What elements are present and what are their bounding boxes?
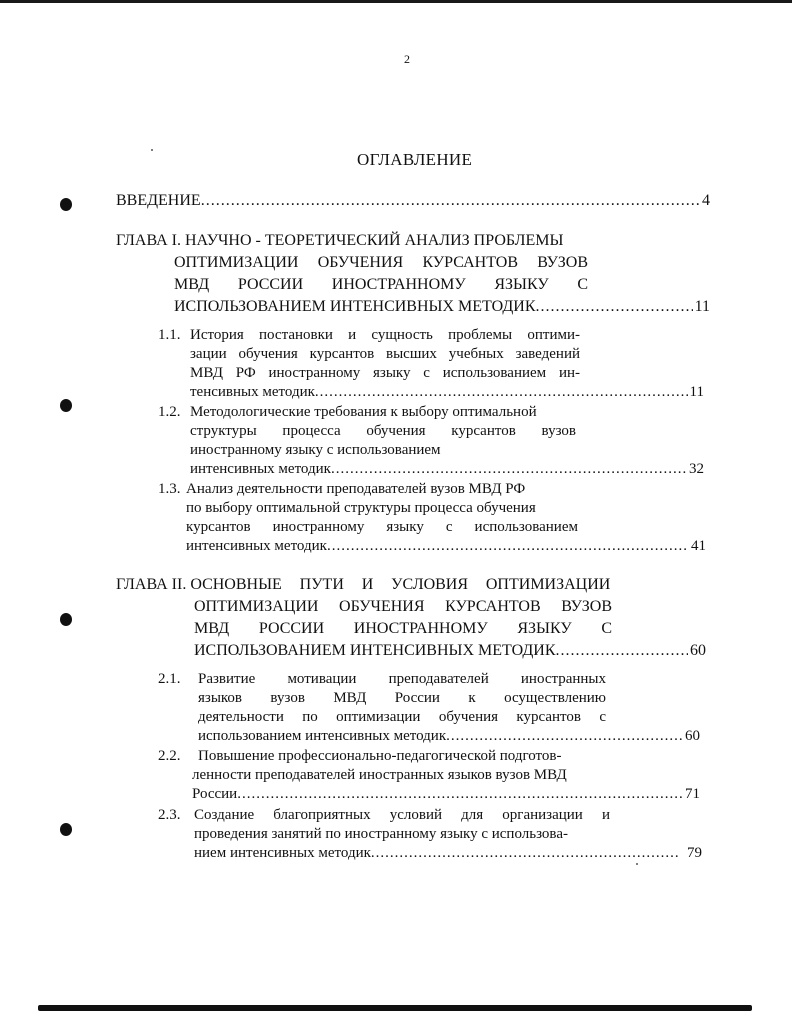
chapter-prefix: ГЛАВА I. [116, 232, 181, 249]
punch-hole-3 [60, 613, 72, 626]
section-number: 2.3. [158, 807, 181, 823]
section-title-line: Анализ деятельности преподавателей вузов МВД РФ [186, 481, 526, 497]
scan-speck [151, 149, 153, 151]
section-title-line: по выбору оптимальной структуры процесса обучения [186, 500, 536, 516]
toc-section-2-2 [158, 747, 700, 804]
section-number: 1.3. [158, 481, 181, 497]
toc-section-1-1 [158, 326, 704, 402]
section-title-line: Повышение профессионально-педагогической подготов- [198, 748, 562, 764]
toc-entry-page: 79 [687, 845, 702, 861]
leader-dots [327, 537, 689, 556]
section-number: 2.1. [158, 671, 181, 687]
section-title-line: ленности преподавателей иностранных языков вузов МВД [192, 767, 567, 783]
section-title-line: Создание благоприятных условий для организации и [194, 807, 610, 823]
toc-entry-page: 60 [685, 728, 700, 744]
chapter-title-line: МВД РОССИИ ИНОСТРАННОМУ ЯЗЫКУ С [174, 276, 588, 293]
leader-dots [446, 727, 683, 746]
page-number: 2 [404, 52, 410, 66]
scan-bottom-border [38, 1005, 752, 1011]
leader-dots [536, 296, 693, 318]
toc-section-1-3 [158, 480, 706, 556]
section-title-line: использованием интенсивных методик [198, 728, 447, 744]
toc-entry-page: 11 [694, 298, 710, 315]
punch-hole-2 [60, 399, 72, 412]
chapter-title-line: НАУЧНО - ТЕОРЕТИЧЕСКИЙ АНАЛИЗ ПРОБЛЕМЫ [185, 232, 564, 249]
chapter-title-line: ОСНОВНЫЕ ПУТИ И УСЛОВИЯ ОПТИМИЗАЦИИ [190, 576, 611, 593]
chapter-title-line: ОПТИМИЗАЦИИ ОБУЧЕНИЯ КУРСАНТОВ ВУЗОВ [174, 254, 588, 271]
toc-entry-page: 60 [690, 642, 706, 659]
leader-dots [371, 844, 679, 863]
toc-entry-intro [116, 190, 710, 212]
toc-entry-page: 71 [685, 786, 700, 802]
section-title-line: иностранному языку с использованием [190, 442, 441, 458]
section-number: 2.2. [158, 748, 181, 764]
leader-dots [201, 190, 700, 212]
section-title-line: интенсивных методик [186, 538, 327, 554]
toc-entry-page: 32 [689, 461, 704, 477]
toc-entry-page: 41 [691, 538, 706, 554]
leader-dots [315, 383, 688, 402]
section-title-line: интенсивных методик [190, 461, 331, 477]
section-title-line: нием интенсивных методик [194, 845, 371, 861]
section-title-line: Развитие мотивации преподавателей иностранных [198, 671, 606, 687]
section-number: 1.1. [158, 327, 181, 343]
chapter-title-line: ОПТИМИЗАЦИИ ОБУЧЕНИЯ КУРСАНТОВ ВУЗОВ [194, 598, 612, 615]
section-title-line: России [192, 786, 238, 802]
toc-entry-label: ВВЕДЕНИЕ [116, 192, 201, 209]
toc-entry-page: 4 [702, 192, 710, 209]
toc-entry-page: 11 [689, 384, 704, 400]
section-number: 1.2. [158, 404, 181, 420]
section-title-line: курсантов иностранному языку с использованием [186, 519, 578, 535]
toc-chapter-1 [116, 230, 710, 318]
scan-speck [636, 863, 638, 865]
section-title-line: История постановки и сущность проблемы оптими- [190, 327, 580, 343]
toc-title: ОГЛАВЛЕНИЕ [357, 150, 473, 169]
section-title-line: Методологические требования к выбору оптимальной [190, 404, 537, 420]
section-title-line: языков вузов МВД России к осуществлению [198, 690, 606, 706]
section-title-line: деятельности по оптимизации обучения курсантов с [198, 709, 606, 725]
toc-chapter-2 [116, 574, 706, 662]
section-title-line: проведения занятий по иностранному языку с использова- [194, 826, 568, 842]
chapter-title-line: ИСПОЛЬЗОВАНИЕМ ИНТЕНСИВНЫХ МЕТОДИК [174, 298, 536, 315]
punch-hole-4 [60, 823, 72, 836]
toc-section-1-2 [158, 403, 704, 479]
section-title-line: тенсивных методик [190, 384, 315, 400]
toc-section-2-3 [158, 806, 702, 863]
punch-hole-1 [60, 198, 72, 211]
chapter-title-line: МВД РОССИИ ИНОСТРАННОМУ ЯЗЫКУ С [194, 620, 612, 637]
section-title-line: МВД РФ иностранному языку с использованием ин- [190, 365, 580, 381]
chapter-title-line: ИСПОЛЬЗОВАНИЕМ ИНТЕНСИВНЫХ МЕТОДИК [194, 642, 556, 659]
chapter-prefix: ГЛАВА II. [116, 576, 187, 593]
leader-dots [237, 785, 683, 804]
leader-dots [556, 640, 689, 662]
toc-section-2-1 [158, 670, 700, 746]
leader-dots [331, 460, 687, 479]
section-title-line: структуры процесса обучения курсантов вузов [190, 423, 576, 439]
section-title-line: зации обучения курсантов высших учебных заведений [190, 346, 580, 362]
scan-top-border [0, 0, 792, 3]
